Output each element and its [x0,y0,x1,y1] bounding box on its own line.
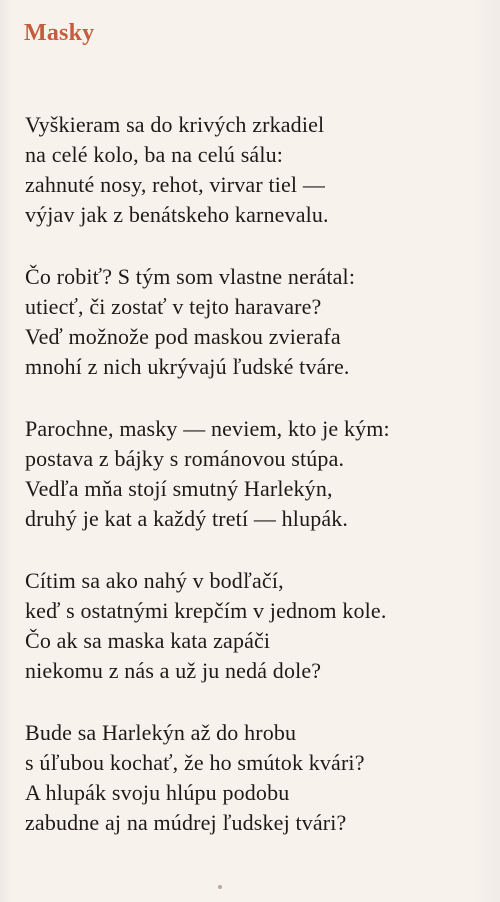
poem-line: zahnuté nosy, rehot, virvar tiel — [25,172,325,197]
poem-line: s úľubou kochať, že ho smútok kvári? [25,750,365,775]
poem-line: Vedľa mňa stojí smutný Harlekýn, [25,476,333,501]
stanza-3 [25,414,480,534]
poem-line: druhý je kat a každý tretí — hlupák. [25,506,349,531]
poem-line: mnohí z nich ukrývajú ľudské tváre. [25,354,350,379]
poem-line: Vyškieram sa do krivých zrkadiel [25,112,325,137]
poem-line: A hlupák svoju hlúpu podobu [25,780,290,805]
poem-line: Cítim sa ako nahý v bodľačí, [25,568,284,593]
page-mark-dot [218,885,222,889]
poem-line: Veď možnože pod maskou zvierafa [25,324,341,349]
poem-line: postava z bájky s románovou stúpa. [25,446,345,471]
stanza-4 [25,566,480,686]
poem-line: Parochne, masky — neviem, kto je kým: [25,416,390,441]
poem-line: Čo robiť? S tým som vlastne nerátal: [25,264,356,289]
poem-line: keď s ostatnými krepčím v jednom kole. [25,598,387,623]
poem-line: výjav jak z benátskeho karnevalu. [25,202,329,227]
stanza-5 [25,718,480,838]
poem-body [25,110,480,870]
poem-title: Masky [24,20,95,46]
stanza-1 [25,110,480,230]
poem-line: zabudne aj na múdrej ľudskej tvári? [25,810,347,835]
stanza-2 [25,262,480,382]
poem-line: utiecť, či zostať v tejto haravare? [25,294,322,319]
poem-line: Bude sa Harlekýn až do hrobu [25,720,297,745]
poem-line: na celé kolo, ba na celú sálu: [25,142,284,167]
poem-line: niekomu z nás a už ju nedá dole? [25,658,322,683]
poem-line: Čo ak sa maska kata zapáči [25,628,271,653]
